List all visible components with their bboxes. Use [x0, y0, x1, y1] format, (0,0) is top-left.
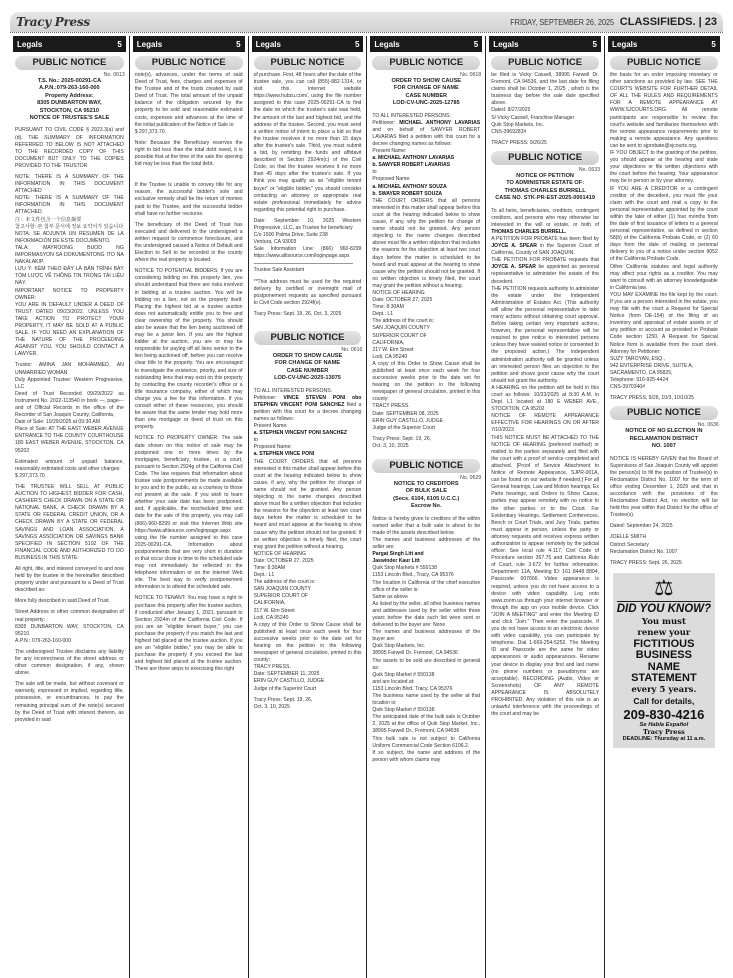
fictitious-business-name-ad — [613, 573, 715, 749]
heading-line: NOTICE TO CREDITORS — [393, 481, 459, 488]
paragraph: Present Name: — [253, 423, 288, 430]
paragraph: Date of Sale: 10/29/2025 at 09:30 AM — [15, 419, 100, 426]
publication-dates: TRACY PRESS: Sept. 26, 2025 — [609, 559, 682, 566]
column-2 — [129, 36, 248, 978]
column-header — [13, 36, 126, 52]
line: SACRAMENTO, CA 95825, — [609, 369, 673, 376]
paragraph: Notice is hereby given to creditors of the within named seller that a bulk sale is about to be made of the assets described below. — [372, 515, 481, 536]
line: 1153 Lincoln Blvd. Tracy, CA 95376 — [372, 685, 453, 692]
notice-heading — [12, 78, 127, 122]
paragraph: NOTICE TO TENANT: You may have a right to purchase this property after the trustee auction, if conducted after January 1, 2021, pursuant to Section 2924m of the California Civil Code. If you are an "eligible tenant buyer," you can purchase the property if you match the last and highest bid placed at the trustee auction. If you are an "eligible bidder," you may be able to purchase the property if you exceed the last and highest bid placed at the trustee auction. There are three steps to exercising this right — [134, 595, 243, 673]
paragraph — [491, 208, 599, 236]
paragraph: C/o 1500 Palma Drive, Suite 238 — [253, 232, 328, 239]
paragraph: Street Address or other common designation of real property: — [15, 609, 124, 623]
paragraph: The sale will be made, but without covenant or warranty, expressed or implied, regarding title, possession, or encumbrances, to pay the remaining principal sum of the note(s) secured by the Deed of Trust with interest thereon, as provided in said — [15, 681, 124, 723]
paragraph: 참고사항: 본 첨부 문서에 정보 요약서가 있습니다 — [15, 223, 124, 230]
heading-line: STOCKTON, CA 95210 — [39, 107, 100, 114]
column-header-number: 5 — [711, 39, 716, 49]
paragraph: Trustor: AMINA JAN MOHAMMED, AN UNMARRIED WOMAN — [15, 362, 124, 376]
heading-line: THOMAS CHARLES BURRELL — [504, 187, 586, 194]
heading-line: NOTICE OF PETITION — [516, 172, 574, 179]
paragraph-text: To all heirs, beneficiaries, creditors, contingent creditors, and persons who may otherwise be interested in the will or estate, or both of — [491, 207, 599, 228]
line: SAN JOAQUIN COUNTY — [372, 325, 430, 332]
column-header-label: Legals — [493, 39, 519, 49]
paragraph: Place of Sale: AT THE EAST WEBER AVENUE ENTRANCE TO THE COUNTY COURTHOUSE 180 EAST WEBER AVENUE, STOCKTON, CA 95202 — [15, 426, 124, 454]
line: JOELLE SMITH — [609, 534, 647, 541]
paragraph: 注：本文件包含一个信息摘要 — [15, 216, 82, 223]
heading-line: RECLAMATION DISTRICT — [629, 435, 699, 442]
paragraph: NOTA: SE ADJUNTA UN RESUMEN DE LA INFORMACIÓN DE ESTE DOCUMENTO. — [15, 230, 124, 244]
petitioner-name: JOYCE A. SPEAR — [491, 243, 537, 250]
paragraph — [491, 236, 599, 257]
notice-number: No. 0616 — [341, 347, 363, 353]
heading-line: 8305 DUNBARTON WAY, — [37, 100, 102, 107]
paragraph-text: be appointed as personal representative to administer the estate of the decedent. — [491, 264, 599, 285]
line: The location in California of the chief executive office of the seller is: — [372, 579, 481, 593]
paragraph: IF YOU ARE A CREDITOR or a contingent creditor of the decedent, you must file your claim with the court and mail a copy to the personal representative appointed by the court within the later of either (1) four months from the date of first issuance of letters to a general personal representative, as defined in section 58(b) of the California Probate Code, or (2) 60 days from the date of mailing or personal delivery to you of a notice under section 9052 of the California Probate Code. — [609, 185, 718, 263]
paragraph — [491, 257, 599, 285]
line: Dept.: L1 — [372, 311, 394, 318]
petitioner-label: Petitioner: — [253, 394, 284, 401]
paragraph-text: in the Superior Court of California, County of SAN JOAQUIN. — [491, 243, 599, 257]
paragraph: A HEARING on the petition will be held in this court as follows: 10/23/2025 at 8:30 A.M. in Dept. L1 located at 180 E WEBER AVE., STOCKTON, CA 95202 — [491, 384, 599, 413]
heading-line: T.S. No.: 2025-00291-CA — [37, 78, 102, 84]
line: CNS-3969283# — [491, 128, 527, 135]
ad-line: You must — [641, 616, 686, 627]
paragraph-text: and on behalf of SAWYER ROBERT LAVARIAS filed a petition with this court for a decree changing names as follows: — [372, 126, 481, 147]
notice-body — [369, 113, 483, 450]
line: SUPERIOR COURT OF — [253, 593, 309, 600]
column-header — [608, 36, 720, 52]
column-header — [252, 36, 364, 52]
public-notice-banner: PUBLIC NOTICE — [372, 56, 480, 70]
publication-dates: Tracy Press: Sept. 19, 26, — [253, 696, 313, 703]
line: 1153 Lincoln Blvd., Tracy, CA 95376 — [372, 572, 454, 579]
column-header — [133, 36, 245, 52]
scales-of-justice-icon: ⚖ — [654, 574, 674, 600]
paragraph: THE COURT ORDERS that all persons interested in this matter shall appear before this court at the hearing indicated below to show cause, if any, why the petition for change of name should not be granted. Any person objecting to the name changes described above must file a written objection that includes the reasons for the objection at least two court days before the matter is scheduled to be heard and must appear at the hearing to show cause why the petition should not be granted. If no written objection is timely filed, the court may grant the petition without a hearing. — [372, 197, 481, 289]
petitioner-name: JOYCE A. SPEAR — [491, 264, 536, 271]
paragraph: Date: September 10, 2025 Western Progressive, LLC, as Trustee for beneficiary — [253, 217, 362, 231]
line: NOTICE OF HEARING — [372, 289, 425, 296]
line: Time: 8:30AM — [372, 304, 404, 311]
paragraph: More fully described in said Deed of Trust. — [15, 598, 111, 605]
notice-body — [132, 72, 246, 674]
heading-line: NOTICE OF TRUSTEE'S SALE — [29, 115, 110, 122]
paragraph: LƯU Ý: KÈM THEO ĐÂY LÀ BẢN TRÌNH BÀY TÓM LƯỢC VỀ THÔNG TIN TRONG TÀI LIỆU NÀY. — [15, 266, 124, 287]
heading-line: ORDER TO SHOW CAUSE — [272, 353, 343, 359]
paragraph: to — [372, 169, 377, 176]
petitioner-name: MICHAEL ANTHONY LAVARIAS — [399, 119, 481, 126]
paragraph: Duly Appointed Trustee: Western Progressive, LLC — [15, 376, 124, 390]
paragraph: be filed is Vicky Cassell, 38995 Farwell Dr. Fremont, CA 94536, and the last date for filing claims shall be October 1, 2025 , which is the business day before the sale date specified above. — [491, 72, 599, 107]
publication-dates: Tracy Press: Sept. 19, 26, — [372, 435, 432, 442]
publication-dates: TRACY PRESS: 9/26/25 — [491, 139, 547, 146]
paragraph: of purchase. First, 48 hours after the date of the trustee sale, you can call (855)-882-1314, or visit this internet website https://www.hubzu.com/, using the file number assigned to this case 2025-00291-CA to find the date on which the trustee's sale was held, the amount of the last and highest bid, and the address of the trustee. Second, you must send a written notice of intent to place a bid so that the trustee receives it no more than 15 days after the trustee's sale. Third, you must submit a bid, by remitting the funds and affidavit described in Section 2924m(c) of the Civil Code, so that the trustee receives it no more than 45 days after the trustee's sale. If you think you may qualify as an "eligible tenant buyer" or "eligible bidder," you should consider contacting an attorney or appropriate real estate professional immediately for advice regarding this potential right to purchase. — [253, 72, 362, 213]
column-header-number: 5 — [473, 39, 479, 49]
column-header-label: Legals — [136, 39, 163, 49]
paragraph: THIS NOTICE MUST BE ATTACHED TO THE NOTICE OF HEARING (preferred method) or mailed to the parties separately and filed with the court with a proof of service completed and attached. [Proof of Service Attachment to Notice of Remote Appearance, SJPR-001A, can be found on our website if needed.] For all General hearings, Law and Motion hearings, Ex Parte hearings, and Orders to Show Cause, parties may appear remotely with no notice to the other parties or to the Court. For Evidentiary Hearings, Settlement Conferences, Bench or Court Trials, and Jury Trials, parties must appear in person, unless the party or attorney requests and receives express written authorization to appear remotely by the judicial officer. See local rule 4-117, Civil Code of Procedure section 367.75 and California Rule of Court, rule 3.672 for further information. Department: 11A, Meeting ID: 161 8448 8804, Passcode: 007666. Video appearance is required, unless you do not have access to a device with video capability. Log onto www.zoom.us through your internet browser or through the app on your mobile device. Click "JOIN A MEETING" and enter the Meeting ID and click "Join." Then enter the passcode. If you do not have access to an electronic device with video capability, you can participate by telephone. Dial 1-669-254-5252. The Meeting ID and Passcode are the same for video appearances or audio appearances. Rename your device to display your first and last name (no phone numbers or pseudonyms are acceptable). RECORDING (Audio, Video or Screenshots) OF ANY REMOTE APPEARANCE IS ABSOLUTELY PROHIBITED. Any violation of this rule is an unlawful interference with the proceedings of the court and may be — [491, 434, 599, 718]
column-1 — [10, 36, 129, 978]
paragraph: A copy of this Order to Show Cause shall be published at least once each week for four successive weeks prior to the date set for hearing on the petition in the following newspaper of general circulation, printed in this county: — [253, 621, 362, 664]
paragraph: The undersigned Trustee disclaims any liability for any incorrectness of the street address or other common designation, if any, shown above. — [15, 648, 124, 677]
column-header-label: Legals — [611, 39, 638, 49]
line: Same as above — [372, 593, 408, 600]
paragraph: NOTICE OF REMOTE APPEARANCE EFFECTIVE FOR HEARINGS ON OR AFTER 7/10/2023 — [491, 413, 599, 434]
line: Date: OCTOBER 27, 2025 — [372, 297, 433, 304]
publication-dates: Tracy Press: Sept. 19, 26, Oct. 3, 2025 — [253, 310, 342, 317]
line: As listed by the seller, all other business names and addresses used by the seller within three years before the date such list were sent or delivered to the buyer are: None — [372, 600, 481, 629]
paragraph: The beneficiary of the Deed of Trust has executed and delivered to the undersigned a written request to commence foreclosure, and the undersigned caused a Notice of Default and Election to Sell to be recorded in the county where the real property is located. — [134, 221, 243, 264]
line: The assets to be sold are described in general as: — [372, 657, 481, 671]
paragraph: The names and business addresses of the seller are: — [372, 536, 481, 551]
masthead-divider — [10, 32, 723, 33]
proposed-name: a. STEPHEN VINCE PONI — [253, 451, 315, 458]
paragraph: NOTICE TO PROPERTY OWNER: The sale date shown on this notice of sale may be postponed one or more times by the mortgagee, beneficiary, trustee, or a court, pursuant to Section 2924g of the California Civil Code. The law requires that information about trustee sale postponements be made available to you and to the public, as a courtesy to those not present at the sale. If you wish to learn whether your sale date has been postponed, and, if applicable, the rescheduled time and date for the sale of this property, you may call (866)-960-8299 or visit this Internet Web site https://www.altisource.com/loginpage.aspx using the file number assigned to this case 2025-00291-CA. Information about postponements that are very short in duration or that occur close in time to the scheduled sale may not immediately be reflected in the telephone information or on the Internet Web site. The best way to verify postponement information is to attend the scheduled sale. — [134, 435, 243, 591]
notice-body — [607, 72, 721, 402]
petitioner-name: VINCE STEVEN PONI obo STEPHEN VINCENT PONI SANCHEZ — [253, 394, 362, 408]
paragraph: IF YOU OBJECT to the granting of the petition, you should appear at the hearing and state your objections or file written objections with the court before the hearing. Your appearance may be in person or by your attorney. — [609, 150, 718, 185]
tracy-press-logo: Tracy Press — [16, 15, 90, 29]
column-header — [370, 36, 482, 52]
line: Reclamation District No. 1007 — [609, 548, 678, 555]
paragraph: note(s), advances, under the terms of said Deed of Trust, fees, charges and expenses of the Trustee and of the trusts created by said Deed of Trust. The total amount of the unpaid balance of the obligation secured by the property to be sold and reasonable estimated costs, expenses and advances at the time of the initial publication of the Notice of Sale is: — [134, 72, 243, 128]
notice-heading — [369, 481, 483, 511]
ad-line: every 5 years. — [631, 684, 697, 695]
heading-line: FOR CHANGE OF NAME — [275, 360, 340, 367]
column-header-number: 5 — [117, 39, 122, 49]
paragraph: TO ALL INTERESTED PERSONS: — [372, 112, 451, 119]
heading-line: CASE NO. STK-PR-EST-2025-0001419 — [495, 195, 595, 202]
heading-line: TO ADMINISTER ESTATE OF: — [506, 180, 584, 187]
notice-number: No. 0613 — [103, 72, 125, 78]
column-header-label: Legals — [255, 39, 281, 49]
notice-body — [488, 208, 602, 719]
proposed-name: b. SWAYER ROBERT SOUZA — [372, 190, 443, 197]
heading-line: LOD-CV-UNC-2025-13075 — [274, 375, 341, 382]
ad-line: FICTITIOUS — [633, 637, 695, 650]
ad-line: BUSINESS — [635, 649, 692, 662]
paragraph: A.P.N.: 079-263-160-000 — [15, 637, 71, 644]
paragraph: Deed of Trust Recorded 09/29/2022 as Instrument No. 2022-113540 in book ---, page--- and of Official Records in the office of the Recorder of San Joaquin County, California, — [15, 390, 124, 419]
proposed-name: a. MICHAEL ANTHONY SOUZA — [372, 183, 447, 190]
column-header-label: Legals — [374, 39, 400, 49]
notice-body — [488, 72, 602, 147]
paragraph: THE TRUSTEE WILL SELL AT PUBLIC AUCTION TO HIGHEST BIDDER FOR CASH, CASHIER'S CHECK DRAWN ON A STATE OR NATIONAL BANK, A CHECK DRAWN BY A STATE OR FEDERAL CREDIT UNION, OR A CHECK DRAWN BY A STATE OR FEDERAL SAVINGS AND LOAN ASSOCIATION, A SAVINGS ASSOCIATION OR SAVINGS BANK SPECIFIED IN SECTION 5102 OF THE FINANCIAL CODE AND AUTHORIZED TO DO BUSINESS IN THIS STATE: — [15, 483, 124, 561]
publication-dates: Oct. 3, 10, 2025 — [372, 442, 409, 449]
notice-body — [369, 516, 483, 764]
paragraph: Proposed Name: — [372, 176, 411, 183]
public-notice-banner: PUBLIC NOTICE — [491, 56, 599, 70]
line: Date: SEPTEMBER 08, 2025 — [372, 410, 439, 417]
line: SAN JOAQUIN COUNTY — [253, 586, 312, 593]
public-notice-banner: PUBLIC NOTICE — [610, 406, 718, 420]
line: Quik Stop Markets, Inc. — [372, 643, 426, 650]
notice-heading — [369, 78, 483, 108]
line: The anticipated date of the bulk sale is October 2, 2025 at the office of Quik Stop Market, Inc., 38995 Farwell Dr., Fremont, CA 94536 — [372, 714, 481, 735]
heading-line: LOD-CV-UNC-2025-12785 — [392, 100, 460, 107]
public-notice-banner: PUBLIC NOTICE — [610, 56, 718, 70]
line: SUPERIOR COURT OF — [372, 332, 427, 339]
column-6 — [604, 36, 723, 978]
paragraph: TALA: MAYROONG BUOD NG IMPORMASYON SA DOKUMENTONG ITO NA NAKALAKIP. — [15, 244, 124, 266]
line: TRACY PRESS. — [372, 403, 410, 410]
column-5 — [485, 36, 604, 978]
heading-line: NO. 1007 — [651, 443, 676, 450]
line: Dated: September 24, 2025 — [609, 523, 673, 530]
line: NOTICE OF HEARING — [253, 550, 306, 557]
heading-line: Escrow No. — [411, 503, 442, 510]
line: SUZY TAROYAN, ESQ., — [609, 355, 666, 362]
notice-body — [251, 72, 365, 318]
notice-heading — [488, 173, 602, 203]
seller-name: Pargat Singh Litt and — [372, 551, 424, 558]
paragraph: Present Name: — [372, 148, 407, 155]
line: The names and business addresses of the buyer are: — [372, 629, 481, 643]
line: CALIFORNIA, — [372, 339, 405, 346]
paragraph: IMPORTANT NOTICE TO PROPERTY OWNER: — [15, 287, 124, 301]
line: Date: OCTOBER 27, 2025 — [253, 557, 314, 564]
issue-date: FRIDAY, SEPTEMBER 26, 2025 — [510, 17, 614, 27]
column-header-number: 5 — [592, 39, 597, 49]
ad-line: STATEMENT — [631, 672, 697, 685]
notice-number: No. 0629 — [460, 475, 482, 482]
paragraph: YOU MAY EXAMINE the file kept by the court. If you are a person interested in the estate, you may file with the court a Request for Special Notice (form DE-154) of the filing of an inventory and appraisal of estate assets or of any petition or account as provided in Probate Code section 1250. A Request for Special Notice form is available from the court clerk. Attorney for Petitioner: — [609, 291, 718, 355]
heading-line: CASE NUMBER — [405, 92, 448, 99]
publication-dates: Oct. 3, 10, 2025 — [253, 703, 290, 710]
paragraph-text: THE PETITION FOR PROBATE requests that — [491, 257, 599, 264]
notice-body — [607, 456, 721, 567]
paragraph: **This address must be used for the required delivery by certified or overnight mail of postponement requests as specified pursuant to Civil Code section 2924f(e). — [253, 278, 362, 306]
paragraph: All right, title, and interest conveyed to and now held by the trustee in the hereinafter described property under and pursuant to a Deed of Trust described as: — [15, 565, 124, 594]
notice-number: No. 0618 — [460, 72, 482, 78]
line: This bulk sale is not subject to California Uniform Commercial Code Section 6106.2. — [372, 735, 481, 749]
heading-line: OF BULK SALE — [405, 488, 447, 495]
notice-number: No. 0633 — [578, 166, 600, 173]
line: 942 ENTERPRISE DRIVE, SUITE A, — [609, 362, 694, 369]
paragraph: THE COURT ORDERS that all persons interested in this matter shall appear before this court at the hearing indicated below to show cause, if any, why the petition for change of name should not be granted. Any person objecting to the name changes described above must file a written objection that includes the reasons for the objection at least two court days before the matter is scheduled to be heard and must appear at the hearing to show cause why the petition should not be granted. If no written objection is timely filed, the court may grant the petition without a hearing. — [253, 458, 362, 550]
public-notice-banner: PUBLIC NOTICE — [15, 56, 124, 70]
paragraph: Sale Information Line: (866) 960-8299 https://www.altisource.com/loginpage.aspx — [253, 246, 362, 260]
line: Time: 8:30AM — [253, 564, 286, 571]
paragraph: THE PETITION requests authority to administer the estate under the Independent Administration of Estates Act. (This authority will allow the personal representative to take many actions without obtaining court approval. Before taking certain very important actions, however, the personal representative will be required to give notice to interested persons unless they have waived notice or consented to the proposed action.) The independent administration authority will be granted unless an interested person files an objection to the petition and shows good cause why the court should not grant the authority. — [491, 285, 599, 384]
column-header-label: Legals — [17, 39, 43, 49]
paragraph: NOTE: THERE IS A SUMMARY OF THE INFORMATION IN THIS DOCUMENT ATTACHED — [15, 174, 124, 195]
paragraph: Other California statutes and legal authority may affect your rights as a creditor. You may want to consult with an attorney knowledgeable in California law. — [609, 263, 718, 291]
paragraph: If the Trustee is unable to convey title for any reason, the successful bidder's sole and exclusive remedy shall be the return of monies paid to the Trustee, and the successful bidder shall have no further recourse. — [134, 182, 243, 217]
column-header — [489, 36, 601, 52]
line: Quik Stop Markets # 550138 — [372, 565, 437, 572]
paragraph: to — [253, 437, 258, 444]
paragraph: $ 297,373.70. — [134, 128, 166, 135]
heading-line: NOTICE OF NO ELECTION IN — [625, 428, 703, 435]
paragraph: NOTE: THERE IS A SUMMARY OF THE INFORMATION IN THIS DOCUMENT ATTACHED. — [15, 195, 124, 216]
notice-heading — [607, 428, 721, 450]
line: Dated: 8/27/2025 — [491, 107, 531, 114]
line: Lodi, CA 95240 — [372, 353, 408, 360]
seller-name: Jaswinder Kaur Litt — [372, 558, 420, 565]
line: Quik Stop Markets, Inc. — [491, 121, 545, 128]
ad-headline: DID YOU KNOW? — [616, 602, 712, 615]
line: If so subject, the name and address of the person with whom claims may — [372, 749, 481, 763]
line: 217 W. Elm Street — [372, 346, 414, 353]
notice-heading — [251, 353, 365, 383]
heading-line: CASE NUMBER — [286, 367, 329, 374]
heading-line: A.P.N.:079-263-160-000 — [39, 85, 100, 92]
heading-line: (Secs. 6104, 6105 U.C.C.) — [393, 495, 460, 502]
paragraph: the basis for an order imposing monetary or other sanctions as provided by law. SEE THE COURT'S WEBSITE FOR FURTHER DETAIL OF ALL THE RULES AND REQUIREMENTS FOR A REMOTE APPEARANCE AT WWW.SJCOURTS.ORG. All remote participants are responsible to review the court's website and familiarize themselves with the remote appearance requirements prior to making a remote appearance. Any questions can be sent to sjprobate@sjcourts.org. — [609, 72, 718, 149]
paragraph: $ 297,373.70 — [15, 472, 45, 479]
line: The address of the court is: — [253, 579, 316, 586]
section-page: CLASSIFIEDS. | 23 — [619, 16, 717, 28]
paragraph: Trustee Sale Assistant — [253, 267, 305, 274]
public-notice-banner: PUBLIC NOTICE — [254, 56, 362, 70]
line: Date: SEPTEMBER 11, 2025 — [253, 671, 320, 678]
decedent-name: THOMAS CHARLES BURRELL. — [491, 228, 567, 235]
line: The address of the court is: — [372, 318, 435, 325]
paragraph: Proposed Name: — [253, 444, 292, 451]
line: Dept.: L1 — [253, 572, 275, 579]
ad-line: renew your — [637, 627, 691, 638]
paragraph: NOTICE IS HEREBY GIVEN that the Board of Supervisors of San Joaquin County will appoint the person(s) to fill the position of Trustee(s) in Reclamation District No. 1007 for the term of office ending December 1, 2029 and that in accordance with the provisions of the Reclamation District Act, no election will be held this year within that District for the office of Trustee(s). — [609, 455, 718, 519]
petitioner-label: Petitioner: — [372, 119, 400, 126]
ad-spanish-note: Se Habla Español — [639, 722, 689, 729]
paragraph-text: filed a petition with this court for a decree changing names as follows: — [253, 401, 362, 422]
notice-body — [251, 388, 365, 711]
line: Quik Stop Market # 550138 — [372, 671, 435, 678]
heading-line: Property Address: — [45, 92, 94, 99]
paragraph: Estimated amount of unpaid balance, reasonably estimated costs and other charges: — [15, 458, 124, 472]
line: and are located at: — [372, 678, 415, 685]
ad-deadline: DEADLINE: Thursday at 11 a.m. — [622, 736, 706, 743]
masthead — [10, 12, 723, 32]
publication-dates: TRACY PRESS: 9/26, 10/3, 10/10/25 — [609, 395, 694, 402]
public-notice-banner: PUBLIC NOTICE — [135, 56, 243, 70]
column-3 — [248, 36, 367, 978]
line: 217 W. Elm Street — [253, 607, 295, 614]
column-header-number: 5 — [354, 39, 360, 49]
line: Lodi, CA 95240 — [253, 614, 289, 621]
line: ERIN GUY CASTILLO, JUDGE — [253, 678, 325, 685]
public-notice-banner: PUBLIC NOTICE — [254, 331, 362, 345]
notice-number: No. 0636 — [697, 422, 719, 429]
ad-line: Call for details, — [633, 695, 695, 706]
line: Judge of the Superior Court — [372, 424, 435, 431]
present-name: a. MICHAEL ANTHONY LAVARIAS — [372, 155, 455, 162]
paragraph: Ventura, CA 93003 — [253, 239, 297, 246]
line: CALIFORNIA, — [253, 600, 286, 607]
line: Telephone: 916-925-4424 — [609, 377, 669, 384]
public-notice-banner: PUBLIC NOTICE — [491, 151, 599, 165]
ad-brand-logo: Tracy Press — [643, 728, 685, 737]
line: CNS-3970340# — [609, 384, 646, 391]
paragraph-text: A PETITION FOR PROBATE has been filed by — [491, 235, 599, 242]
paragraph: NOTICE TO POTENTIAL BIDDERS: If you are considering bidding on this property lien, you should understand that there are risks involved in bidding at a trustee auction. You will be bidding on a lien, not on the property itself. Placing the highest bid at a trustee auction does not automatically entitle you to free and clear ownership of the property. You should also be aware that the lien being auctioned off may be a junior lien. If you are the highest bidder at the auction, you are or may be responsible for paying off all liens senior to the lien being auctioned off, before you can receive clear title to the property. You are encouraged to investigate the existence, priority, and size of outstanding liens that may exist on this property by contacting the county recorder's office or a title insurance company, either of which may charge you a fee for this information. If you consult either of these resources, you should be aware that the same lender may hold more than one mortgage or deed of trust on this property. — [134, 268, 243, 431]
heading-line: ORDER TO SHOW CAUSE — [391, 78, 462, 84]
line: TRACY PRESS. — [253, 664, 291, 671]
present-name: b. SAWYER ROBERT LAVARIAS — [372, 162, 451, 169]
line: Quik Stop Market # 550138. — [372, 707, 436, 714]
column-4 — [366, 36, 485, 978]
paragraph — [372, 120, 480, 148]
paragraph: 8305 DUNBARTON WAY, STOCKTON, CA 95210 — [15, 623, 124, 637]
legals-columns — [10, 36, 723, 978]
paragraph: A copy of this Order to Show Cause shall be published at least once each week for four successive weeks prior to the date set for hearing on the petition in the following newspaper of general circulation, printed in this county: — [372, 360, 481, 403]
paragraph: TO ALL INTERESTED PERSONS: — [253, 387, 333, 394]
line: ERIN GUY CASTILLO, JUDGE — [372, 417, 444, 424]
line: District Secretary — [609, 541, 649, 548]
line: 38995 Farwell Dr. Fremont, CA 94536 — [372, 650, 458, 657]
paragraph — [254, 395, 362, 423]
column-header-number: 5 — [236, 39, 241, 49]
paragraph: YOU ARE IN DEFAULT UNDER A DEED OF TRUST DATED 09/23/2022. UNLESS YOU TAKE ACTION TO PROTECT YOUR PROPERTY, IT MAY BE SOLD AT A PUBLIC SALE. IF YOU NEED AN EXPLANATION OF THE NATURE OF THE PROCEEDING AGAINST YOU, YOU SHOULD CONTACT A LAWYER. — [15, 301, 124, 358]
line: S/ Vicky Cassell, Franchise Manager — [491, 114, 575, 121]
ad-phone-number: 209-830-4216 — [623, 707, 705, 723]
paragraph: PURSUANT TO CIVIL CODE § 2923.3(a) and (d), THE SUMMARY OF INFORMATION REFERRED TO BELOW IS NOT ATTACHED TO THE RECORDED COPY OF THIS DOCUMENT BUT ONLY TO THE COPIES PROVIDED TO THE TRUSTOR. — [15, 127, 124, 169]
public-notice-banner: PUBLIC NOTICE — [372, 459, 480, 473]
paragraph: Note: Because the Beneficiary reserves the right to bid less than the total debt owed, it is possible that at the time of the sale the opening bid may be less than the total debt. — [134, 139, 243, 168]
line: Judge of the Superior Court — [253, 685, 317, 692]
present-name: a. STEPHEN VINCENT PONI SANCHEZ — [253, 430, 347, 437]
notice-body — [12, 127, 127, 723]
ad-line: NAME — [647, 660, 681, 673]
heading-line: FOR CHANGE OF NAME — [393, 85, 459, 92]
line: The business name used by the seller at that location is: — [372, 693, 481, 707]
signature-line — [254, 263, 354, 264]
